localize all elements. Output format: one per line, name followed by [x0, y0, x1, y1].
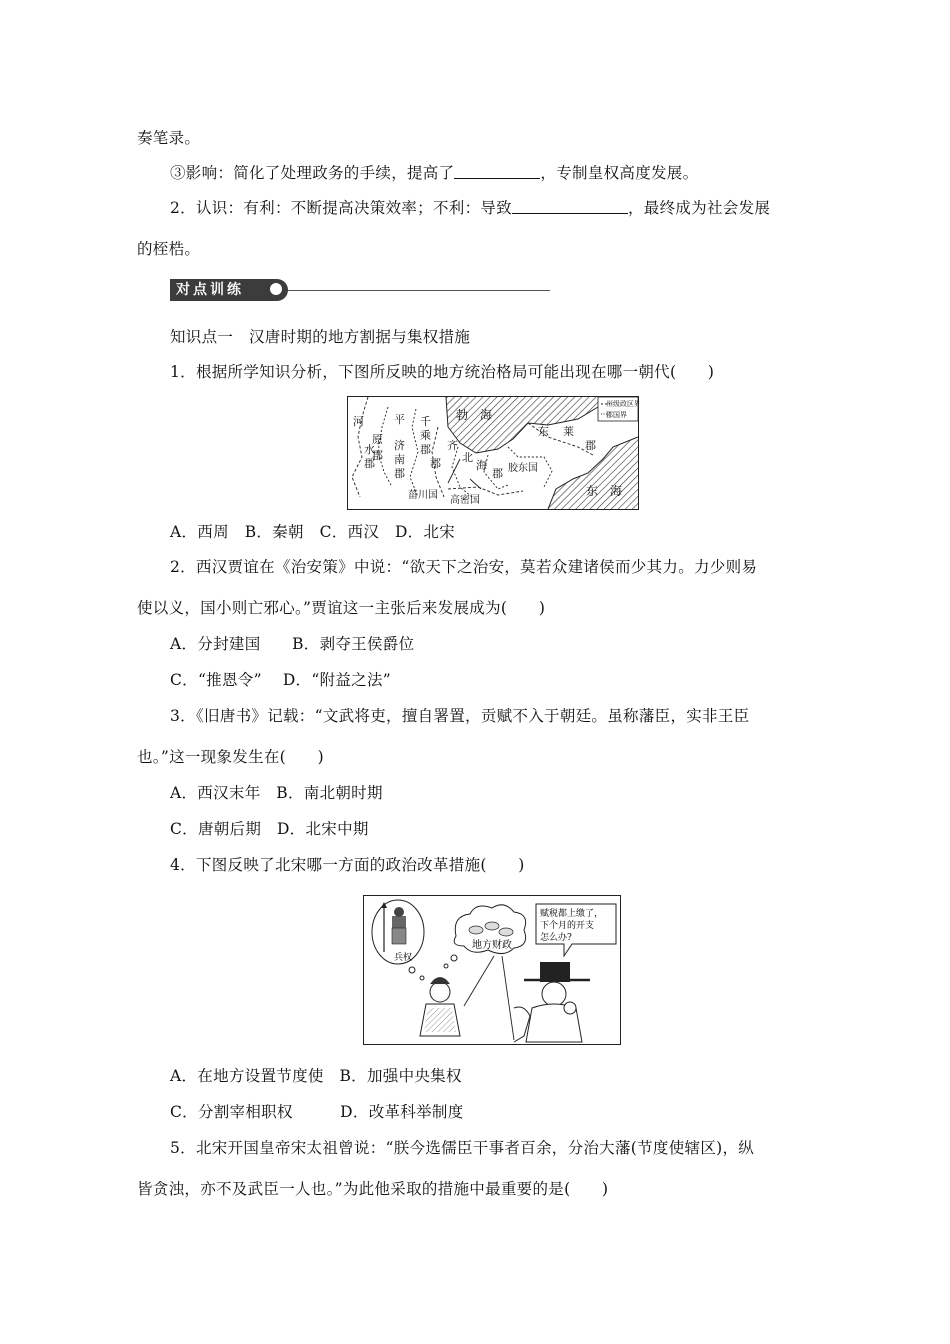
map-label: 菑川国 [408, 490, 438, 501]
question-3-stem: 3．《旧唐书》记载：“文武将吏，擅自署置，贡赋不入于朝廷。虽称藩臣，实非王臣 [170, 707, 750, 725]
question-5-stem: 5．北宋开国皇帝宋太祖曾说：“朕今选儒臣干事者百余，分治大藩(节度使辖区)，纵 [170, 1139, 755, 1157]
map-label: 胶东国 [508, 463, 538, 474]
text-line: 奏笔录。 [137, 129, 201, 147]
bullet-icon [270, 283, 282, 295]
bubble-finance-label: 地方财政 [472, 940, 512, 951]
map-label: 乘 [420, 429, 431, 442]
map-label: 东 [538, 425, 549, 438]
map-label: 济 [394, 439, 405, 452]
question-5-stem: 皆贪浊，亦不及武臣一人也。”为此他采取的措施中最重要的是( ) [137, 1180, 609, 1198]
speech-line: 下个月的开支 [540, 921, 595, 931]
legend-label: 郡国界 [606, 411, 627, 419]
map-label: 东 海 [586, 484, 623, 498]
text-line: ③影响：简化了处理政务的手续，提高了 ，专制皇权高度发展。 [170, 164, 699, 182]
map-label: 千 [420, 415, 431, 428]
map-label: 河 [353, 415, 364, 428]
speech-line: 怎么办? [540, 933, 572, 943]
text-line: 的桎梏。 [137, 240, 201, 258]
question-2-stem: 2．西汉贾谊在《治安策》中说：“欲天下之治安，莫若众建诸侯而少其力。力少则易 [170, 558, 758, 576]
question-4-options: C．分割宰相职权 D．改革科举制度 [170, 1103, 464, 1121]
question-3-stem: 也。”这一现象发生在( ) [137, 748, 324, 766]
section-title: 对点训练 [170, 279, 288, 301]
map-label: 齐 [447, 439, 458, 452]
question-1-options: A．西周 B．秦朝 C．西汉 D．北宋 [170, 523, 456, 541]
question-1-stem: 1．根据所学知识分析，下图所反映的地方统治格局可能出现在哪一朝代( ) [170, 363, 715, 381]
question-4-options: A．在地方设置节度使 B．加强中央集权 [170, 1067, 462, 1085]
divider [288, 290, 550, 291]
han-map-figure [347, 396, 639, 510]
map-label: 水 [364, 443, 375, 456]
map-label: 郡 [585, 439, 596, 452]
map-label: 平 [394, 413, 405, 426]
map-label: 郡 [372, 449, 383, 462]
map-label: 郡 [420, 443, 431, 456]
map-label: 郡 [492, 467, 503, 480]
cartoon-svg [364, 896, 620, 1044]
question-2-options: A．分封建国 B．剥夺王侯爵位 [170, 635, 415, 653]
map-label: 勃 海 [456, 408, 493, 422]
bubble-military-label: 兵权 [394, 953, 413, 963]
map-label: 郡 [394, 467, 405, 480]
knowledge-point-title: 知识点一 汉唐时期的地方割据与集权措施 [170, 328, 471, 346]
question-3-options: A．西汉末年 B．南北朝时期 [170, 784, 383, 802]
text-line: 2．认识：有利：不断提高决策效率；不利：导致 ，最终成为社会发展 [170, 199, 771, 217]
map-label: 北 [462, 451, 473, 464]
map-label: 海 [476, 459, 487, 472]
map-label: 郡 [430, 457, 441, 470]
question-3-options: C．唐朝后期 D．北宋中期 [170, 820, 369, 838]
question-2-stem: 使以义，国小则亡邪心。”贾谊这一主张后来发展成为( ) [137, 599, 546, 617]
speech-line: 赋税都上缴了， [540, 909, 604, 919]
question-2-options: C．“推恩令” D．“附益之法” [170, 671, 392, 689]
section-header [170, 278, 550, 304]
map-label: 南 [394, 453, 405, 466]
bohai-sea-hatching [446, 397, 598, 453]
map-label: 高密国 [450, 495, 480, 506]
legend-label: 州级政区界 [606, 400, 638, 408]
map-label: 郡 [364, 457, 375, 470]
map-label: 原 [372, 433, 383, 446]
map-label: 莱 [563, 425, 574, 438]
question-4-stem: 4．下图反映了北宋哪一方面的政治改革措施( ) [170, 856, 525, 874]
han-map-svg [348, 397, 638, 509]
cartoon-figure [363, 895, 621, 1045]
